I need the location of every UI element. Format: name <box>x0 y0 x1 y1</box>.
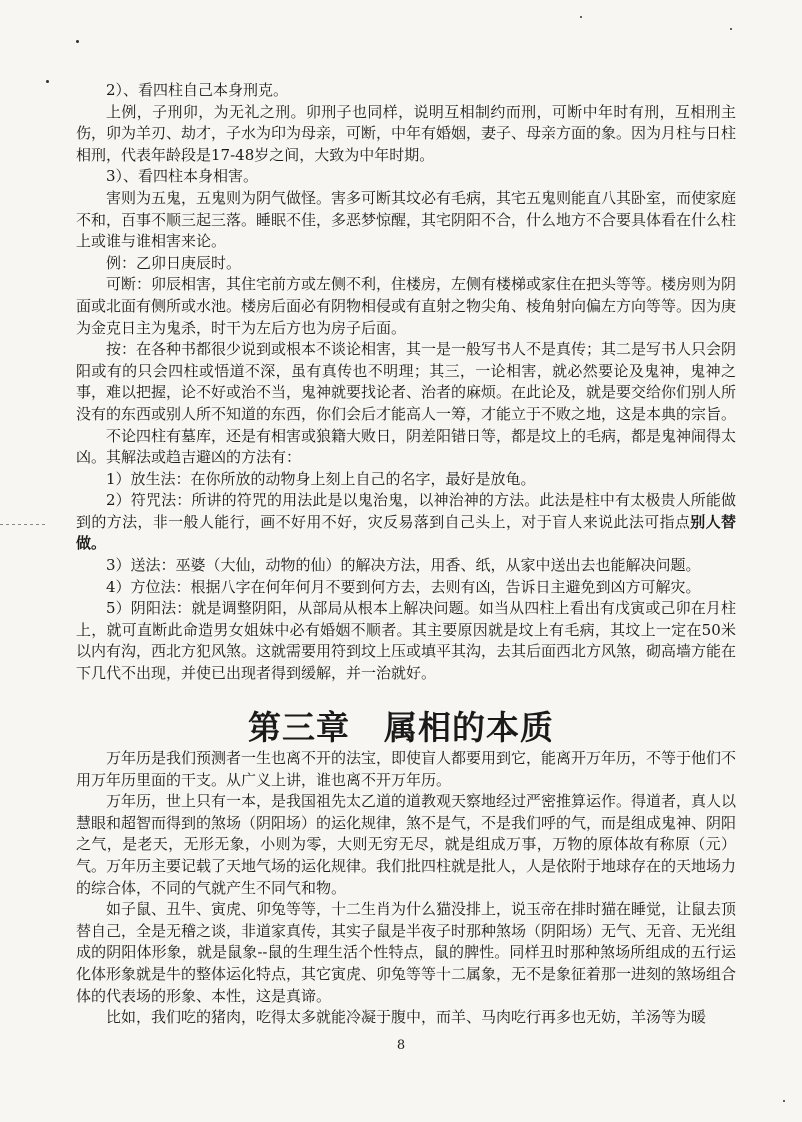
paragraph: 2）、看四柱自己本身刑克。 <box>106 81 289 99</box>
paragraph: 4）方位法：根据八字在何年何月不要到何方去，去则有凶，告诉日主避免到凶方可解灾。 <box>106 577 701 596</box>
paragraph: 害则为五鬼，五鬼则为阴气做怪。害多可断其坟必有毛病，其宅五鬼则能直八其卧室，而使家庭不和，百事不顺三起三落。睡眠不佳，多恶梦惊醒，其宅阴阳不合，什么地方不合要具体看在什么柱上或谁与谁相害来论。 <box>76 188 737 251</box>
bold-phrase: 别人替做。 <box>76 512 736 553</box>
paragraph: 万年历是我们预测者一生也离不开的法宝，即使盲人都要用到它，能离开万年历，不等于他们不用万年历里面的干支。从广义上讲，谁也离不开万年历。 <box>76 749 737 789</box>
chapter-title: 第三章 属相的本质 <box>248 708 554 747</box>
paragraph: 3）送法：巫婆（大仙，动物的仙）的解决方法，用香、纸，从家中送出去也能解决问题。 <box>106 556 701 575</box>
scan-speck <box>46 80 49 83</box>
scan-speck <box>730 28 732 30</box>
paragraph: 万年历，世上只有一本，是我国祖先太乙道的道教观天察地经过严密推算运作。得道者，真人以慧眼和超智而得到的煞场（阴阳场）的运化规律，煞不是气，不是我们呼的气，而是组成鬼神、阴阳之气，是老天，无形无象，小则为零，大则无穷无尽，就是组成万事，万物的原体故有称原（元）气。万年历主要记载了天地气场的运化规律。我们批四柱就是批人，人是依附于地球存在的天地场力的综合体，不同的气就产生不同气和物。 <box>76 792 737 897</box>
scan-speck <box>76 40 79 43</box>
paragraph: 5）阴阳法：就是调整阴阳，从部局从根本上解决问题。如当从四柱上看出有戊寅或己卯在月柱上，就可直断此命造男女姐妹中必有婚姻不顺者。其主要原因就是坟上有毛病，其坟上一定在50米以内有沟，西北方犯风煞。这就需要用符到坟上压或填平其沟，去其后面西北方风煞，砌高墙方能在下几代不出现，并使已出现者得到缓解，并一治就好。 <box>76 599 737 683</box>
paragraph: 比如，我们吃的猪肉，吃得太多就能冷凝于腹中，而羊、马肉吃行再多也无妨，羊汤等为暖 <box>106 1008 707 1027</box>
page-number: 8 <box>396 1038 406 1053</box>
paragraph: 可断：卯辰相害，其住宅前方或左侧不利，住楼房，左侧有楼梯或家住在把头等等。楼房则为阴面或北面有侧所或水池。楼房后面必有阴物相侵或有直射之物尖角、棱角射向偏左方向等等。因为庚为金克日主为鬼杀，时干为左后方也为房子后面。 <box>76 275 737 337</box>
section-body-1 <box>76 80 736 685</box>
paragraph-with-bold <box>76 490 736 555</box>
paragraph: 不论四柱有墓库，还是有相害或狼籍大败日，阴差阳错日等，都是坟上的毛病，都是鬼神闹得太凶。其解法或趋吉避凶的方法有： <box>76 426 737 467</box>
paragraph: 如子鼠、丑牛、寅虎、卯兔等等，十二生肖为什么猫没排上，说玉帝在排时猫在睡觉，让鼠去顶替自己，全是无稽之谈，非道家真传，其实子鼠是半夜子时那种煞场（阴阳场）无气、无音、无光组成的阴阳体形象，就是鼠象--鼠的生理生活个性特点，鼠的脾性。同样丑时那种煞场所组成的五行运化体形象就是牛的整体运化特点，其它寅虎、卯兔等等十二属象，无不是象征着那一进刻的煞场组合体的代表场的形象、本性，这是真谛。 <box>76 900 737 1005</box>
scan-speck <box>580 16 582 18</box>
paragraph: 3）、看四柱本身相害。 <box>106 167 259 186</box>
paragraph-text: 2）符咒法：所讲的符咒的用法此是以鬼治鬼，以神治神的方法。此法是柱中有太极贵人所能做到的方法，非一般人能行，画不好用不好，灾反易落到自己头上，对于盲人来说此法可指点 <box>76 491 736 531</box>
paragraph: 按：在各种书都很少说到或根本不谈论相害，其一是一般写书人不是真传；其二是写书人只会阴阳或有的只会四柱或悟道不深，虽有真传也不明理；其三，一论相害，就必然要论及鬼神，鬼神之事，难以把握，论不好或治不当，鬼神就要找论者、治者的麻烦。在此论及，就是要交给你们别人所没有的东西或别人所不知道的东西，你们会后才能高人一筹，才能立于不败之地，这是本典的宗旨。 <box>76 340 737 423</box>
paragraph: 例：乙卯日庚辰时。 <box>106 253 242 272</box>
paragraph: 上例，子刑卯，为无礼之刑。卯刑子也同样，说明互相制约而刑，可断中年时有刑，互相刑主伤，卯为羊刃、劫才，子水为印为母亲，可断，中年有婚姻，妻子、母亲方面的象。因为月柱与日柱相刑，代表年龄段是17-48岁之间，大致为中年时期。 <box>76 102 737 164</box>
section-body-2 <box>76 748 736 1029</box>
scan-speck <box>783 1100 785 1102</box>
paragraph: 1）放生法：在你所放的动物身上刻上自己的名字，最好是放龟。 <box>106 469 536 488</box>
scan-edge-mark <box>0 524 48 525</box>
